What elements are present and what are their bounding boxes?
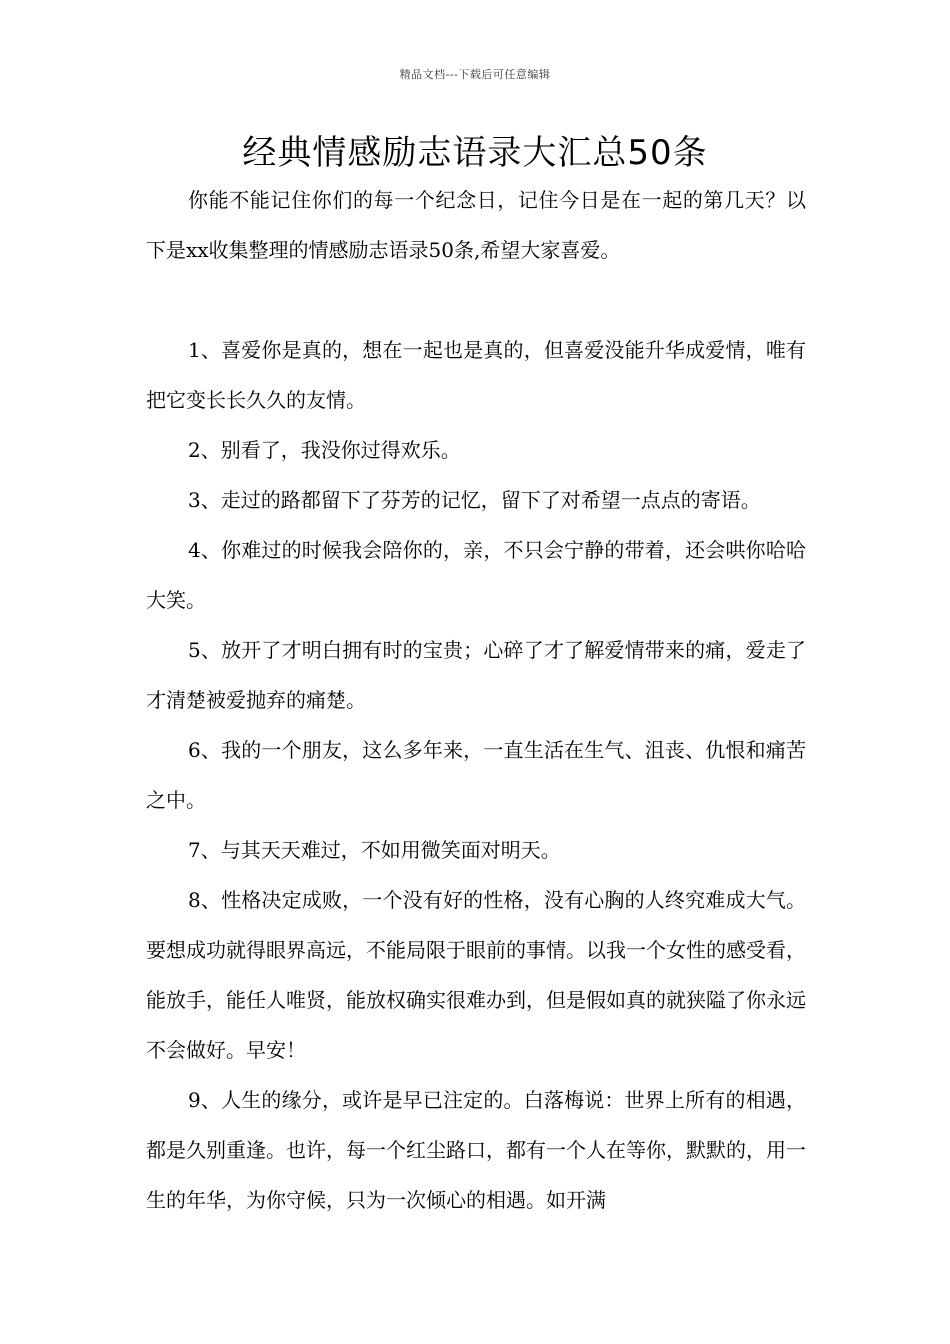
quote-item-3: 3、走过的路都留下了芬芳的记忆，留下了对希望一点点的寄语。 [188,488,761,512]
document-title: 经典情感励志语录大汇总50条 [242,133,708,173]
quote-item-1: 1、喜爱你是真的，想在一起也是真的，但喜爱没能升华成爱情，唯有把它变长长久久的友情。 [146,338,806,412]
quote-item-7: 7、与其天天难过，不如用微笑面对明天。 [188,838,561,862]
quote-item-8: 8、性格决定成败，一个没有好的性格，没有心胸的人终究难成大气。要想成功就得眼界高远，不能局限于眼前的事情。以我一个女性的感受看，能放手，能任人唯贤，能放权确实很难办到，但是假如真的就狭隘了你永远不会做好。早安！ [146,888,806,1062]
page-header: 精品文档---下载后可任意编辑 [399,68,551,81]
quote-item-6: 6、我的一个朋友，这么多年来，一直生活在生气、沮丧、仇恨和痛苦之中。 [146,738,806,812]
quote-item-2: 2、别看了，我没你过得欢乐。 [188,438,461,462]
quote-item-5: 5、放开了才明白拥有时的宝贵；心碎了才了解爱情带来的痛，爱走了才清楚被爱抛弃的痛楚。 [146,638,806,712]
intro-paragraph: 你能不能记住你们的每一个纪念日，记住今日是在一起的第几天？以下是xx收集整理的情感励志语录50条,希望大家喜爱。 [146,188,806,262]
quote-item-4: 4、你难过的时候我会陪你的，亲，不只会宁静的带着，还会哄你哈哈大笑。 [146,538,806,612]
quote-list [146,325,806,1225]
quote-item-9: 9、人生的缘分，或许是早已注定的。白落梅说：世界上所有的相遇，都是久别重逢。也许，每一个红尘路口，都有一个人在等你，默默的，用一生的年华，为你守候，只为一次倾心的相遇。如开满 [146,1088,806,1212]
